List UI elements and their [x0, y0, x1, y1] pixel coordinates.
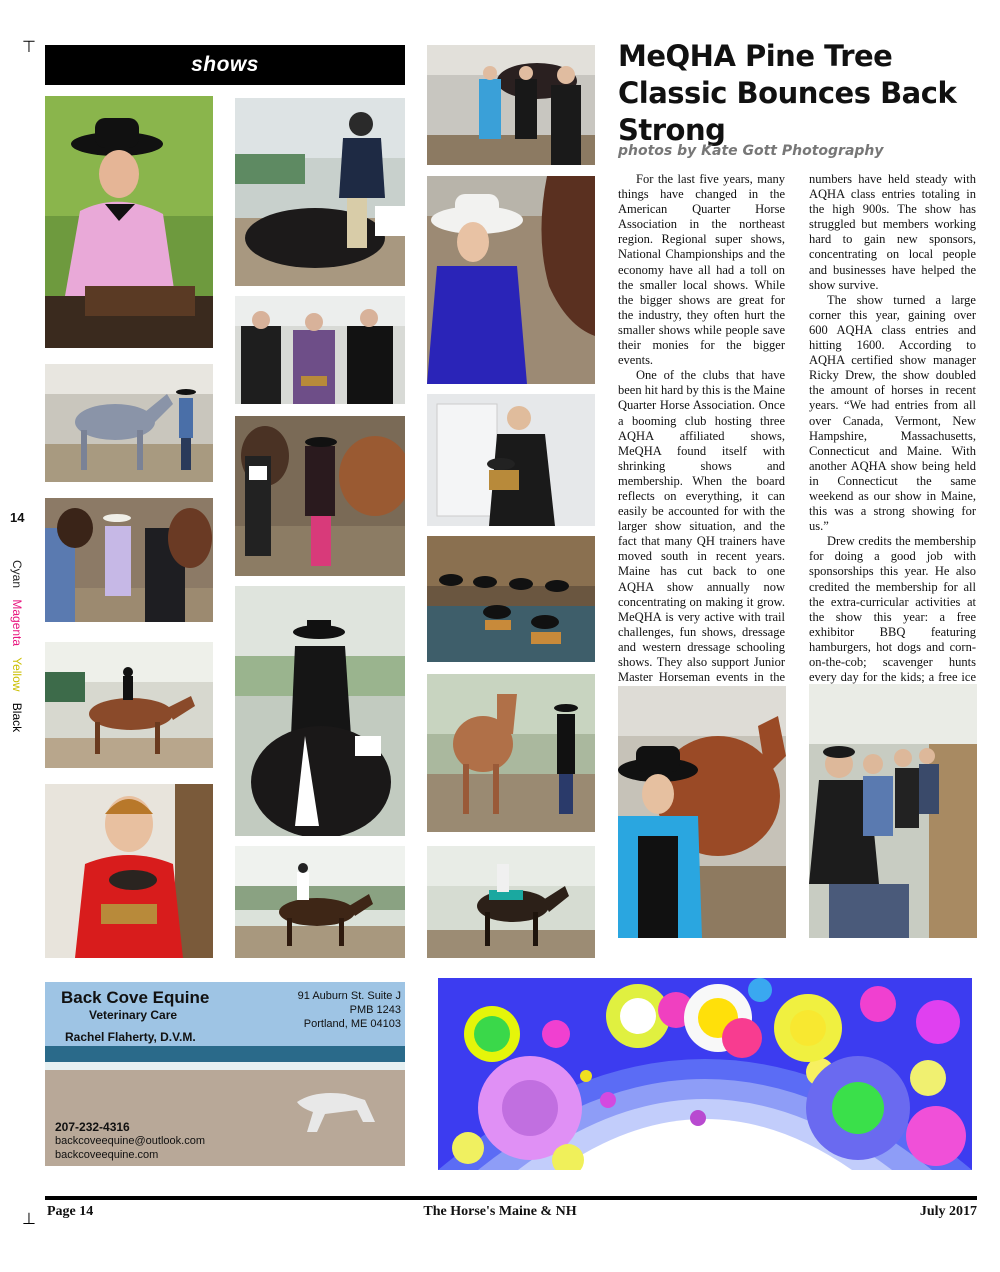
article-paragraph: One of the clubs that have been hit hard by this is the Maine Quarter Horse Association. Once a booming club hosting three AQHA affiliated shows, MeQHA found itself with shrinking shows and membership. When the board reflects on everything, it can easily be accounted for with the larger show situation, and the fact that many QH trainers have moved south in recent years. Maine has cut back to one AQHA show annually now concentrating on making it grow. MeQHA is very active with trail challenges, fun shows, dressage and western dressage schooling shows. They also support Junior Master Horseman events in the [618, 368, 785, 685]
photo-rider-black-hat-horse [235, 586, 405, 836]
photo-showmanship-group [45, 498, 213, 622]
article-paragraph: The show turned a large corner this year, gaining over 600 AQHA class entries and hitting 1600. According to AQHA certified show manager Ricky Drew, the show doubled the amount of horses in recent years. “We had entries from all over Canada, Vermont, New Hampshire, Massachusetts, Connecticut and Maine. With another AQHA show being held in Connecticut the same weekend as our show in Maine, this was a strong showing for us.” [809, 292, 976, 534]
ad-address-line-1: 91 Auburn St. Suite J [297, 990, 401, 1002]
footer-page-number: Page 14 [47, 1204, 94, 1219]
footer-rule [45, 1196, 977, 1200]
color-label-magenta: Magenta [10, 599, 24, 647]
color-label-cyan: Cyan [10, 560, 24, 589]
article-column-1 [618, 172, 785, 715]
article-column-2 [809, 172, 976, 730]
ad-business-name: Back Cove Equine [61, 988, 210, 1007]
color-label-black: Black [10, 702, 24, 733]
photo-group-three-awards [235, 296, 405, 404]
photo-kids-horses-top [427, 45, 595, 165]
ad-doctor-name: Rachel Flaherty, D.V.M. [65, 1030, 196, 1044]
ad-business-subtitle: Veterinary Care [89, 1008, 178, 1022]
color-label-yellow: Yellow [10, 657, 24, 692]
article-paragraph: Drew credits the membership for doing a good job with sponsorships this year. He also credited the membership for all the extra-curricular activities at the show this year: a free exhibitor BBQ featuring hamburgers, hot dogs and corn-on-the-cob; scavenger hunts every day for the kids; a free ice [809, 534, 976, 685]
photo-western-rider-arena [235, 846, 405, 958]
ad-email-link[interactable]: backcoveequine@outlook.com [55, 1135, 205, 1147]
article-paragraph: numbers have held steady with AQHA class entries totaling in the high 900s. The show has struggled but members working hard to gain new sponsors, concentrating on local people and businesses have helped the show survive. [809, 172, 976, 292]
crop-mark-bottom: ⊥ [22, 1211, 36, 1228]
ad-address-line-3: Portland, ME 04103 [303, 1018, 401, 1030]
ad-phone: 207-232-4316 [55, 1120, 130, 1134]
photo-horse-handler-449 [235, 416, 405, 576]
section-label: shows [45, 45, 405, 85]
photo-spectators-bleachers [809, 684, 977, 938]
article-paragraph: For the last five years, many things have changed in the American Quarter Horse Association in the northeast region. Regional super shows, National Championships and the economy have all had a toll on the smaller local shows. While the bigger shows are great for the industry, they often hurt the smaller shows while people save their monies for the bigger events. [618, 172, 785, 368]
ad-website-link[interactable]: backcoveequine.com [55, 1149, 159, 1161]
photo-girl-white-hat-horse [427, 176, 595, 384]
photo-bay-horse-arena-rider [45, 642, 213, 768]
photo-girl-black-hat-chestnut [618, 686, 786, 938]
ad-address-line-2: PMB 1243 [349, 1004, 401, 1016]
footer-publication-name: The Horse's Maine & NH [423, 1204, 577, 1219]
article-headline: MeQHA Pine Tree Classic Bounces Back Strong [618, 39, 957, 147]
photo-trophy-horse-statues [427, 536, 595, 662]
ad-back-cove-equine [45, 982, 405, 1166]
photo-rider-english-helmet [235, 98, 405, 286]
photo-cowboy-boy-pink-shirt [45, 96, 213, 348]
article-byline: photos by Kate Gott Photography [618, 143, 884, 159]
starburst-art [438, 968, 972, 1170]
color-registration [10, 560, 24, 732]
photo-western-pleasure-rider [427, 846, 595, 958]
photo-boy-red-jacket-trophy [45, 784, 213, 958]
photo-chestnut-horse-showmanship [427, 674, 595, 832]
photo-grey-horse-handler [45, 364, 213, 482]
crop-mark-top: ⊤ [22, 39, 36, 56]
decorative-starburst-graphic [438, 968, 972, 1170]
side-page-number: 14 [10, 510, 25, 525]
photo-boy-trophy-award [427, 394, 595, 526]
footer-issue-date: July 2017 [919, 1204, 977, 1219]
